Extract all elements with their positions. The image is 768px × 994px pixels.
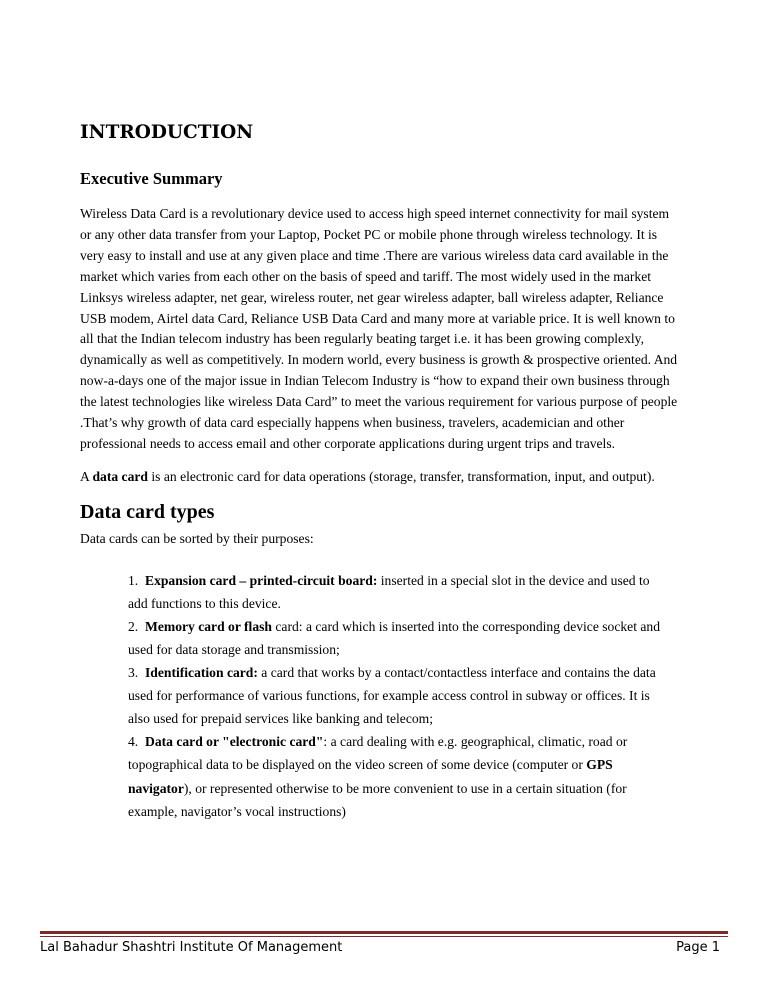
list-item	[128, 730, 663, 822]
footer-page-number: Page 1	[676, 940, 720, 955]
list-item-number: 1.	[128, 572, 139, 588]
list-item-term: Expansion card – printed-circuit board:	[145, 572, 378, 588]
executive-summary-paragraph: Wireless Data Card is a revolutionary device used to access high speed internet connectivity for mail system or any other data transfer from your Laptop, Pocket PC or mobile phone through wireless technology. It is very easy to install and use at any given place and time .There are various wireless data card available in the market which varies from each other on the basis of speed and tariff. The most widely used in the market Linksys wireless adapter, net gear, wireless router, net gear wireless adapter, ball wireless adapter, Reliance USB modem, Airtel data Card, Reliance USB Data Card and many more at variable price. It is well known to all that the Indian telecom industry has been regularly beating target i.e. it has been growing complexly, dynamically as well as competitively. In modern world, every business is growth & prospective oriented. And now-a-days one of the major issue in Indian Telecom Industry is “how to expand their own business through the latest technologies like wireless Data Card” to meet the various requirement for various purpose of people .That’s why growth of data card especially happens when business, travelers, academician and other professional needs to access email and other corporate applications during urgent trips and travels.	[80, 206, 678, 451]
footer-rule-thin	[40, 936, 728, 937]
list-item	[128, 569, 663, 615]
list-item	[128, 661, 663, 730]
list-item-text: a card that works by a contact/contactless interface and contains the data used for performance of various functions, for example access control in subway or offices. It is also used for prepaid services like banking and telecom;	[128, 665, 656, 727]
list-item-term: Memory card or flash	[145, 618, 272, 634]
data-card-types-list	[128, 569, 663, 823]
data-card-definition	[80, 467, 680, 488]
list-item-number: 3.	[128, 665, 139, 681]
definition-prefix: A	[80, 468, 93, 484]
list-item-number: 4.	[128, 734, 139, 750]
list-item-text-continued: ), or represented otherwise to be more convenient to use in a certain situation (for example, navigator’s vocal instructions)	[128, 780, 627, 819]
list-item	[128, 615, 663, 661]
list-item-term-gps: GPS navigator	[128, 757, 613, 796]
list-item-text: : a card dealing with e.g. geographical, climatic, road or topographical data to be displayed on the video screen of some device (computer or	[128, 734, 628, 773]
list-item-text: inserted in a special slot in the device and used to add functions to this device.	[128, 572, 650, 611]
data-card-types-intro: Data cards can be sorted by their purposes:	[80, 530, 314, 546]
document-title: INTRODUCTION	[80, 122, 254, 143]
footer-institute: Lal Bahadur Shashtri Institute Of Management	[40, 940, 343, 955]
list-item-term: Identification card:	[145, 665, 258, 681]
executive-summary-heading: Executive Summary	[80, 169, 223, 188]
list-item-text: card: a card which is inserted into the corresponding device socket and used for data storage and transmission;	[128, 618, 661, 657]
data-card-types-heading: Data card types	[80, 500, 215, 523]
page-content	[80, 120, 680, 823]
list-item-number: 2.	[128, 618, 139, 634]
list-item-term: Data card or "electronic card"	[145, 734, 324, 750]
definition-rest: is an electronic card for data operations (storage, transfer, transformation, input, and output).	[147, 468, 655, 484]
definition-term: data card	[92, 468, 148, 484]
footer-rule-thick	[40, 931, 728, 934]
